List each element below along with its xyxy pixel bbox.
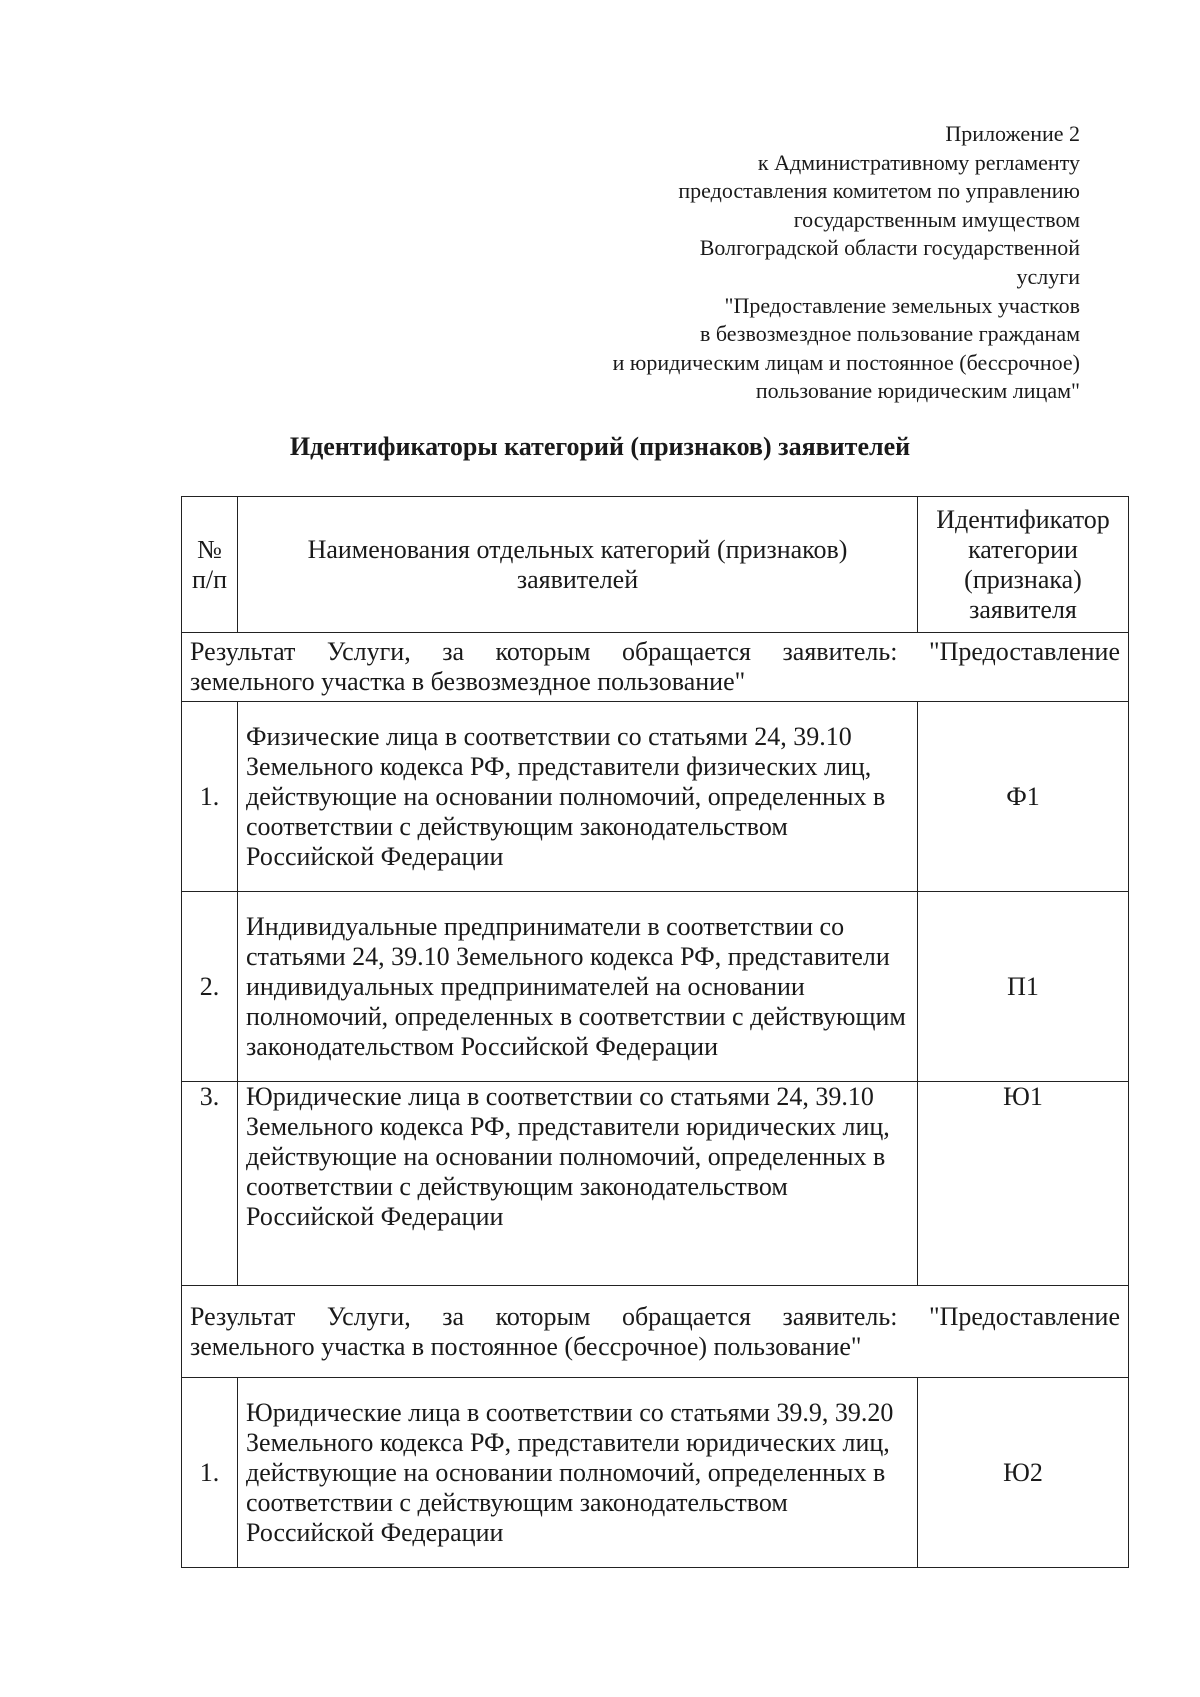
annex-line: к Административному регламенту — [757, 149, 1080, 175]
annex-line: предоставления комитетом по управлению — [678, 178, 1080, 204]
row-code: П1 — [918, 892, 1129, 1082]
row-num: 2. — [182, 892, 238, 1082]
table-header-row — [182, 497, 1129, 633]
table-row — [182, 1378, 1129, 1568]
row-code: Ю2 — [918, 1378, 1129, 1568]
row-num: 1. — [182, 702, 238, 892]
section-line: земельного участка в безвозмездное пользование" — [190, 667, 746, 696]
annex-header — [520, 120, 1080, 406]
row-name: Юридические лица в соответствии со статьями 24, 39.10 Земельного кодекса РФ, представители юридических лиц, действующие на основании полномочий, определенных в соответствии с действующим законодательством Российской Федерации — [238, 1082, 918, 1286]
row-num: 3. — [182, 1082, 238, 1286]
document-title: Идентификаторы категорий (признаков) заявителей — [289, 432, 911, 461]
section-title — [182, 633, 1129, 702]
table-row — [182, 702, 1129, 892]
header-name: Наименования отдельных категорий (признаков) заявителей — [238, 497, 918, 633]
table-row — [182, 892, 1129, 1082]
annex-line: "Предоставление земельных участков — [724, 292, 1080, 318]
section-line: земельного участка в постоянное (бессрочное) пользование" — [190, 1331, 862, 1361]
section-row — [182, 633, 1129, 702]
header-num: № п/п — [182, 497, 238, 633]
row-num: 1. — [182, 1378, 238, 1568]
row-name: Юридические лица в соответствии со статьями 39.9, 39.20 Земельного кодекса РФ, представители юридических лиц, действующие на основании полномочий, определенных в соответствии с действующим законодательством Российской Федерации — [238, 1378, 918, 1568]
section-title — [182, 1286, 1129, 1378]
row-name: Физические лица в соответствии со статьями 24, 39.10 Земельного кодекса РФ, представители физических лиц, действующие на основании полномочий, определенных в соответствии с действующим законодательством Российской Федерации — [238, 702, 918, 892]
row-name: Индивидуальные предприниматели в соответствии со статьями 24, 39.10 Земельного кодекса РФ, представители индивидуальных предпринимателей на основании полномочий, определенных в соответствии с действующим законодательством Российской Федерации — [238, 892, 918, 1082]
header-code: Идентификатор категории (признака) заявителя — [918, 497, 1129, 633]
section-line: Результат Услуги, за которым обращается заявитель: "Предоставление — [190, 637, 1120, 666]
section-line: Результат Услуги, за которым обращается заявитель: "Предоставление — [190, 1301, 1120, 1331]
table-row — [182, 1082, 1129, 1286]
annex-line: Приложение 2 — [945, 121, 1080, 146]
annex-line: в безвозмездное пользование гражданам — [699, 321, 1080, 347]
annex-line: государственным имуществом — [793, 206, 1080, 232]
section-row — [182, 1286, 1129, 1378]
row-code: Ю1 — [918, 1082, 1129, 1286]
categories-table — [181, 496, 1129, 1568]
annex-line: пользование юридическим лицам" — [755, 378, 1080, 404]
annex-line: и юридическим лицам и постоянное (бессрочное) — [612, 349, 1080, 375]
annex-line: услуги — [1016, 263, 1080, 289]
row-code: Ф1 — [918, 702, 1129, 892]
annex-line: Волгоградской области государственной — [699, 235, 1080, 261]
